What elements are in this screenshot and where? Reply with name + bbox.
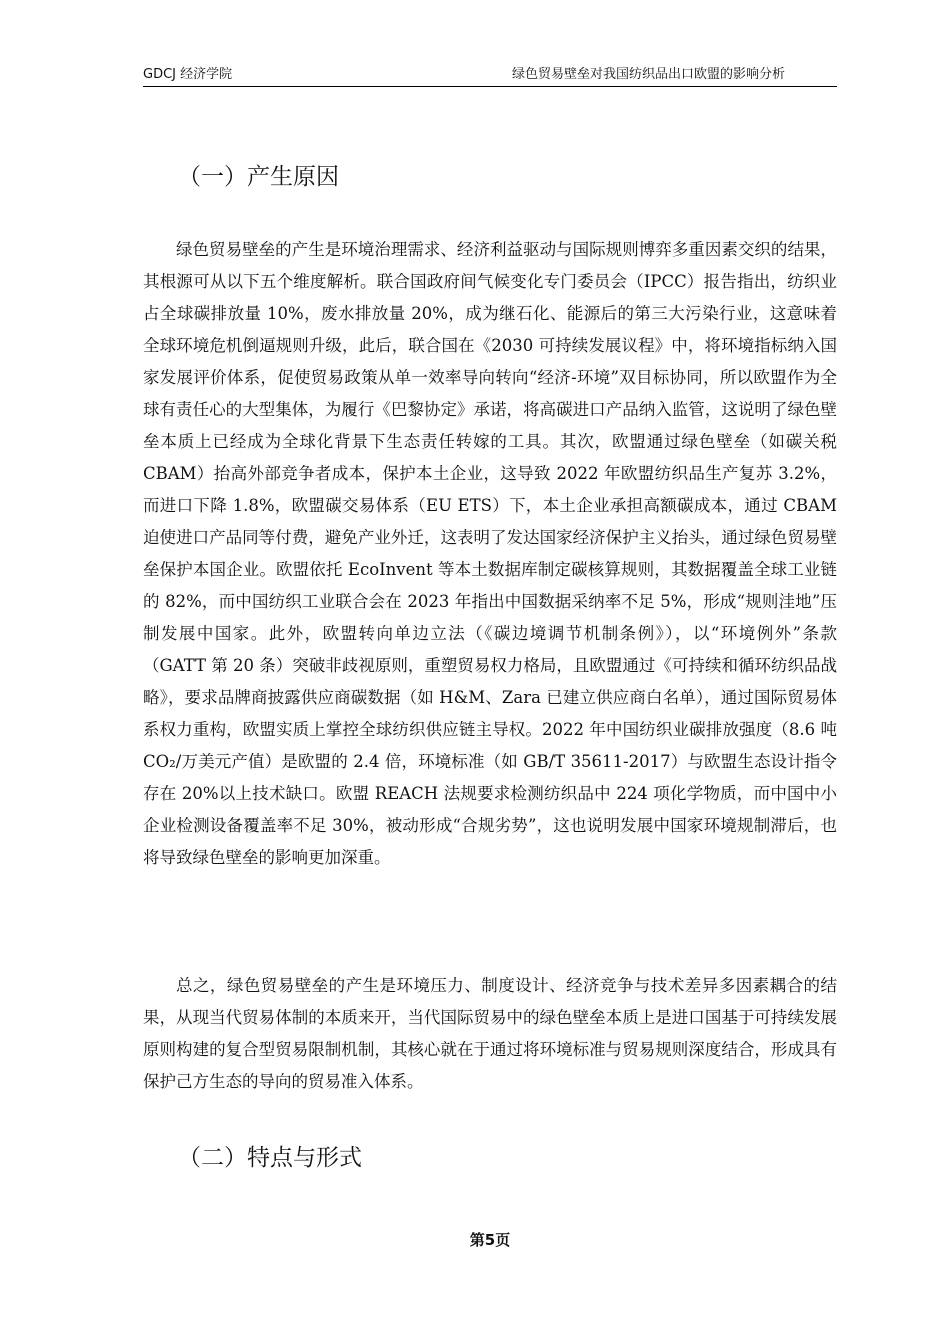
page-number: 第5页 [469,1231,511,1249]
body-paragraph-summary: 总之，绿色贸易壁垒的产生是环境压力、制度设计、经济竞争与技术差异多因素耦合的结果，从现当代贸易体制的本质来开，当代国际贸易中的绿色壁垒本质上是进口国基于可持续发展原则构建的复合型贸易限制机制，其核心就在于通过将环境标准与贸易规则深度结合，形成具有保护己方生态的导向的贸易准入体系。 [143,976,837,1091]
page-header [143,66,837,87]
body-paragraph: 绿色贸易壁垒的产生是环境治理需求、经济利益驱动与国际规则博弈多重因素交织的结果，其根源可从以下五个维度解析。联合国政府间气候变化专门委员会（IPCC）报告指出，纺织业占全球碳排放量 10%，废水排放量 20%，成为继石化、能源后的第三大污染行业，这意味着全球环境危机倒逼规则升级，此后，联合国在《2030 可持续发展议程》中，将环境指标纳入国家发展评价体系，促使贸易政策从单一效率导向转向“经济-环境”双目标协同，所以欧盟作为全球有责任心的大型集体，为履行《巴黎协定》承诺，将高碳进口产品纳入监管，这说明了绿色壁垒本质上已经成为全球化背景下生态责任转嫁的工具。其次，欧盟通过绿色壁垒（如碳关税 CBAM）抬高外部竞争者成本，保护本土企业，这导致 2022 年欧盟纺织品生产复苏 3.2%，而进口下降 1.8%，欧盟碳交易体系（EU ETS）下，本土企业承担高额碳成本，通过 CBAM 迫使进口产品同等付费，避免产业外迁，这表明了发达国家经济保护主义抬头，通过绿色贸易壁垒保护本国企业。欧盟依托 EcoInvent 等本土数据库制定碳核算规则，其数据覆盖全球工业链的 82%，而中国纺织工业联合会在 2023 年指出中国数据采纳率不足 5%，形成“规则洼地”压制发展中国家。此外，欧盟转向单边立法（《碳边境调节机制条例》），以“环境例外”条款（GATT 第 20 条）突破非歧视原则，重塑贸易权力格局，且欧盟通过《可持续和循环纺织品战略》，要求品牌商披露供应商碳数据（如 H&M、Zara 已建立供应商白名单），通过国际贸易体系权力重构，欧盟实质上掌控全球纺织供应链主导权。2022 年中国纺织业碳排放强度（8.6 吨 CO₂/万美元产值）是欧盟的 2.4 倍，环境标准（如 GB/T 35611-2017）与欧盟生态设计指令存在 20%以上技术缺口。欧盟 REACH 法规要求检测纺织品中 224 项化学物质，而中国中小企业检测设备覆盖率不足 30%，被动形成“合规劣势”，这也说明发展中国家环境规制滞后，也将导致绿色壁垒的影响更加深重。 [143,240,837,867]
header-institution: GDCJ 经济学院 [143,67,233,82]
section-heading-features: （二）特点与形式 [178,1145,362,1171]
header-document-title: 绿色贸易壁垒对我国纺织品出口欧盟的影响分析 [511,67,785,82]
section-heading-causes: （一）产生原因 [178,164,339,190]
